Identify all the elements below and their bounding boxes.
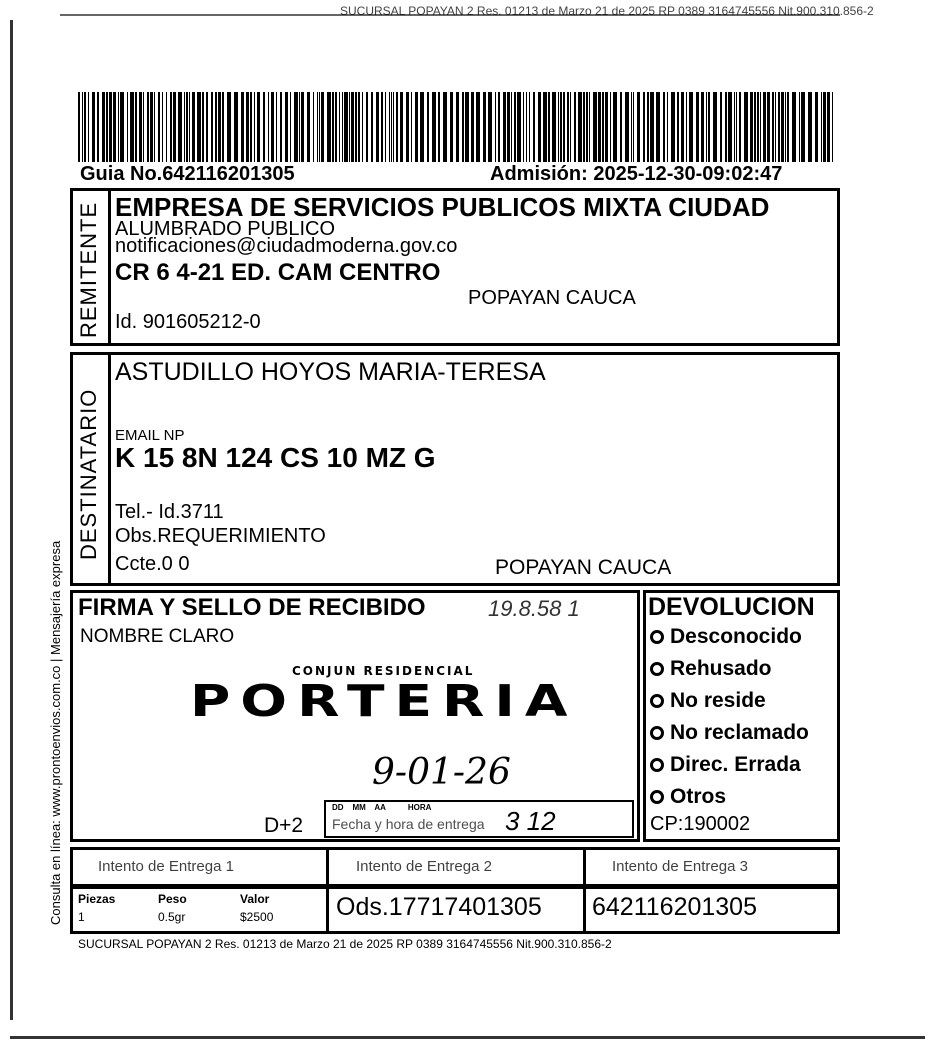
page-bottom-edge bbox=[10, 1036, 925, 1039]
barcode-bar bbox=[701, 92, 704, 162]
barcode-bar bbox=[393, 92, 394, 162]
valor-label: Valor bbox=[240, 892, 270, 906]
remitente-label: REMITENTE bbox=[76, 201, 101, 338]
radio-circle-icon bbox=[650, 758, 664, 772]
barcode-bar bbox=[150, 92, 153, 162]
barcode-bar bbox=[339, 92, 340, 162]
barcode-bar bbox=[620, 92, 622, 162]
barcode-bar bbox=[92, 92, 95, 162]
barcode-bar bbox=[523, 92, 524, 162]
barcode-bar bbox=[827, 92, 830, 162]
barcode-bar bbox=[147, 92, 149, 162]
barcode-bar bbox=[355, 92, 357, 162]
barcode-bar bbox=[750, 92, 753, 162]
barcode-bar bbox=[763, 92, 766, 162]
barcode-bar bbox=[371, 92, 373, 162]
barcode bbox=[78, 92, 833, 162]
barcode-bar bbox=[366, 92, 368, 162]
intento-2: Intento de Entrega 2 bbox=[356, 858, 492, 875]
destinatario-city: POPAYAN CAUCA bbox=[495, 556, 672, 579]
barcode-bar bbox=[514, 92, 516, 162]
barcode-bar bbox=[462, 92, 464, 162]
barcode-bar bbox=[495, 92, 496, 162]
devolucion-option-otros[interactable] bbox=[650, 785, 726, 809]
barcode-bar bbox=[88, 92, 89, 162]
top-strip-text: SUCURSAL POPAYAN 2 Res. 01213 de Marzo 21 de 2025 RP 0389 3164745556 Nit.900.310.856-2 bbox=[340, 4, 874, 18]
radio-circle-icon bbox=[650, 662, 664, 676]
barcode-bar bbox=[166, 92, 167, 162]
barcode-bar bbox=[299, 92, 300, 162]
barcode-bar bbox=[290, 92, 291, 162]
barcode-bar bbox=[823, 92, 826, 162]
barcode-bar bbox=[301, 92, 304, 162]
valor-value: $2500 bbox=[240, 910, 274, 924]
devolucion-option-label: No reside bbox=[670, 689, 766, 712]
barcode-bar bbox=[681, 92, 684, 162]
barcode-bar bbox=[637, 92, 640, 162]
barcode-bar bbox=[400, 92, 403, 162]
barcode-bar bbox=[667, 92, 668, 162]
radio-circle-icon bbox=[650, 694, 664, 708]
barcode-bar bbox=[197, 92, 201, 162]
barcode-bar bbox=[113, 92, 116, 162]
barcode-bar bbox=[815, 92, 818, 162]
barcode-bar bbox=[507, 92, 510, 162]
barcode-bar bbox=[222, 92, 224, 162]
destinatario-divider bbox=[108, 355, 111, 583]
devolucion-option-no-reside[interactable] bbox=[650, 689, 766, 713]
barcode-bar bbox=[778, 92, 780, 162]
destinatario-obs: Obs.REQUERIMIENTO bbox=[115, 525, 326, 547]
stamp-porteria: PORTERIA bbox=[190, 676, 578, 727]
remitente-address: CR 6 4-21 ED. CAM CENTRO bbox=[115, 259, 441, 286]
footer-divider bbox=[583, 889, 586, 931]
barcode-bar bbox=[143, 92, 144, 162]
barcode-bar bbox=[598, 92, 601, 162]
destinatario-tel: Tel.- Id.3711 bbox=[115, 501, 224, 523]
page-left-edge bbox=[10, 20, 13, 1020]
barcode-bar bbox=[548, 92, 550, 162]
barcode-bar bbox=[696, 92, 699, 162]
barcode-bar bbox=[677, 92, 679, 162]
barcode-bar bbox=[529, 92, 530, 162]
barcode-bar bbox=[625, 92, 629, 162]
barcode-bar bbox=[744, 92, 748, 162]
peso-label: Peso bbox=[158, 892, 187, 906]
barcode-bar bbox=[775, 92, 776, 162]
barcode-bar bbox=[391, 92, 392, 162]
barcode-bar bbox=[358, 92, 360, 162]
barcode-bar bbox=[271, 92, 274, 162]
barcode-bar bbox=[781, 92, 784, 162]
barcode-bar bbox=[120, 92, 124, 162]
barcode-bar bbox=[792, 92, 796, 162]
remitente-city: POPAYAN CAUCA bbox=[468, 287, 636, 309]
barcode-bar bbox=[317, 92, 318, 162]
barcode-bar bbox=[583, 92, 585, 162]
handwritten-time: 3 12 bbox=[505, 806, 556, 836]
barcode-bar bbox=[610, 92, 611, 162]
barcode-bar bbox=[476, 92, 480, 162]
barcode-bar bbox=[406, 92, 409, 162]
barcode-bar bbox=[415, 92, 418, 162]
barcode-bar bbox=[106, 92, 108, 162]
barcode-bar bbox=[799, 92, 800, 162]
devolucion-option-no-reclamado[interactable] bbox=[650, 721, 809, 745]
barcode-bar bbox=[294, 92, 298, 162]
barcode-bar bbox=[456, 92, 459, 162]
barcode-bar bbox=[135, 92, 137, 162]
barcode-bar bbox=[671, 92, 675, 162]
barcode-bar bbox=[772, 92, 774, 162]
devolucion-option-label: Direc. Errada bbox=[670, 753, 801, 776]
barcode-bar bbox=[349, 92, 350, 162]
barcode-bar bbox=[118, 92, 119, 162]
barcode-bar bbox=[184, 92, 185, 162]
barcode-bar bbox=[686, 92, 687, 162]
remitente-id: Id. 901605212-0 bbox=[115, 311, 261, 333]
handwritten-date: 9-01-26 bbox=[372, 752, 511, 793]
barcode-bar bbox=[189, 92, 190, 162]
barcode-bar bbox=[498, 92, 500, 162]
d-plus-2: D+2 bbox=[264, 814, 304, 837]
intentos-divider bbox=[326, 850, 329, 884]
barcode-bar bbox=[543, 92, 547, 162]
barcode-bar bbox=[130, 92, 134, 162]
devolucion-option-label: Otros bbox=[670, 785, 727, 808]
guia-number-footer: 642116201305 bbox=[592, 893, 757, 921]
barcode-bar bbox=[432, 92, 436, 162]
barcode-bar bbox=[250, 92, 252, 162]
devolucion-option-rehusado[interactable] bbox=[650, 657, 772, 681]
barcode-bar bbox=[517, 92, 521, 162]
barcode-bar bbox=[552, 92, 556, 162]
barcode-bar bbox=[613, 92, 617, 162]
barcode-bar bbox=[257, 92, 260, 162]
barcode-bar bbox=[656, 92, 660, 162]
barcode-bar bbox=[332, 92, 334, 162]
side-website-text: Consulta en línea: www.prontoenvios.com.co | Mensajería expresa bbox=[48, 540, 63, 925]
radio-circle-icon bbox=[650, 726, 664, 740]
barcode-bar bbox=[602, 92, 604, 162]
barcode-bar bbox=[563, 92, 565, 162]
date-caption: Fecha y hora de entrega bbox=[332, 816, 485, 832]
barcode-bar bbox=[268, 92, 269, 162]
barcode-bar bbox=[483, 92, 486, 162]
barcode-bar bbox=[381, 92, 383, 162]
barcode-bar bbox=[488, 92, 492, 162]
barcode-bar bbox=[754, 92, 756, 162]
barcode-bar bbox=[720, 92, 722, 162]
barcode-bar bbox=[631, 92, 632, 162]
barcode-bar bbox=[734, 92, 735, 162]
barcode-bar bbox=[411, 92, 412, 162]
barcode-bar bbox=[162, 92, 163, 162]
remitente-department: ALUMBRADO PUBLICO bbox=[115, 218, 336, 240]
barcode-bar bbox=[285, 92, 288, 162]
barcode-bar bbox=[215, 92, 217, 162]
barcode-bar bbox=[307, 92, 310, 162]
barcode-bar bbox=[82, 92, 83, 162]
barcode-bar bbox=[158, 92, 160, 162]
barcode-bar bbox=[321, 92, 324, 162]
barcode-bar bbox=[633, 92, 634, 162]
footer-bottom-line: SUCURSAL POPAYAN 2 Res. 01213 de Marzo 21 de 2025 RP 0389 3164745556 Nit.900.310.856-2 bbox=[78, 937, 612, 951]
barcode-bar bbox=[154, 92, 155, 162]
destinatario-email: EMAIL NP bbox=[115, 427, 185, 444]
piezas-value: 1 bbox=[78, 910, 85, 924]
barcode-bar bbox=[757, 92, 759, 162]
barcode-bar bbox=[728, 92, 732, 162]
barcode-bar bbox=[832, 92, 833, 162]
barcode-bar bbox=[97, 92, 99, 162]
barcode-bar bbox=[443, 92, 447, 162]
barcode-bar bbox=[663, 92, 665, 162]
barcode-bar bbox=[78, 92, 80, 162]
barcode-bar bbox=[170, 92, 172, 162]
nombre-claro-label: NOMBRE CLARO bbox=[80, 626, 235, 647]
barcode-bar bbox=[533, 92, 535, 162]
barcode-bar bbox=[471, 92, 474, 162]
barcode-bar bbox=[344, 92, 348, 162]
barcode-bar bbox=[713, 92, 717, 162]
barcode-bar bbox=[102, 92, 105, 162]
barcode-bar bbox=[263, 92, 265, 162]
firma-title: FIRMA Y SELLO DE RECIBIDO bbox=[78, 594, 426, 621]
barcode-bar bbox=[211, 92, 213, 162]
guia-number: Guia No.642116201305 bbox=[80, 163, 295, 185]
barcode-bar bbox=[465, 92, 469, 162]
barcode-bar bbox=[319, 92, 320, 162]
barcode-bar bbox=[450, 92, 453, 162]
barcode-bar bbox=[376, 92, 379, 162]
barcode-bar bbox=[605, 92, 608, 162]
barcode-bar bbox=[503, 92, 506, 162]
barcode-bar bbox=[192, 92, 195, 162]
barcode-bar bbox=[327, 92, 331, 162]
barcode-bar bbox=[785, 92, 786, 162]
barcode-bar bbox=[767, 92, 770, 162]
barcode-bar bbox=[396, 92, 398, 162]
barcode-bar bbox=[276, 92, 277, 162]
barcode-bar bbox=[227, 92, 231, 162]
barcode-bar bbox=[574, 92, 576, 162]
barcode-bar bbox=[420, 92, 424, 162]
barcode-bar bbox=[570, 92, 571, 162]
intento-1: Intento de Entrega 1 bbox=[98, 858, 234, 875]
barcode-bar bbox=[178, 92, 182, 162]
barcode-bar bbox=[578, 92, 582, 162]
barcode-bar bbox=[254, 92, 255, 162]
barcode-bar bbox=[821, 92, 822, 162]
barcode-bar bbox=[689, 92, 693, 162]
firma-handwritten-number: 19.8.58 1 bbox=[488, 596, 580, 621]
barcode-bar bbox=[127, 92, 128, 162]
destinatario-name: ASTUDILLO HOYOS MARIA-TERESA bbox=[115, 358, 546, 386]
barcode-bar bbox=[586, 92, 588, 162]
barcode-bar bbox=[427, 92, 429, 162]
barcode-bar bbox=[438, 92, 440, 162]
barcode-bar bbox=[538, 92, 541, 162]
barcode-bar bbox=[643, 92, 645, 162]
barcode-bar bbox=[234, 92, 238, 162]
barcode-bar bbox=[351, 92, 354, 162]
destinatario-ccte: Ccte.0 0 bbox=[115, 553, 190, 575]
barcode-bar bbox=[567, 92, 569, 162]
barcode-bar bbox=[647, 92, 649, 162]
devolucion-option-label: No reclamado bbox=[670, 721, 809, 744]
devolucion-option-label: Desconocido bbox=[670, 625, 802, 648]
barcode-bar bbox=[736, 92, 737, 162]
barcode-bar bbox=[787, 92, 789, 162]
barcode-bar bbox=[708, 92, 710, 162]
devolucion-option-label: Rehusado bbox=[670, 657, 772, 680]
barcode-bar bbox=[589, 92, 590, 162]
radio-circle-icon bbox=[650, 630, 664, 644]
barcode-bar bbox=[313, 92, 314, 162]
peso-value: 0.5gr bbox=[158, 910, 186, 924]
barcode-bar bbox=[385, 92, 386, 162]
barcode-bar bbox=[362, 92, 363, 162]
date-fields-label: DD MM AA HORA bbox=[332, 803, 432, 812]
barcode-bar bbox=[280, 92, 282, 162]
barcode-bar bbox=[109, 92, 112, 162]
barcode-bar bbox=[706, 92, 707, 162]
barcode-bar bbox=[558, 92, 559, 162]
ods-number: Ods.17717401305 bbox=[336, 893, 542, 921]
barcode-bar bbox=[526, 92, 527, 162]
barcode-bar bbox=[511, 92, 512, 162]
devolucion-title: DEVOLUCION bbox=[648, 593, 815, 621]
footer-divider bbox=[326, 889, 329, 931]
barcode-bar bbox=[335, 92, 337, 162]
barcode-bar bbox=[202, 92, 204, 162]
barcode-bar bbox=[593, 92, 597, 162]
stamp-small-text: CONJUN RESIDENCIAL bbox=[292, 664, 475, 678]
barcode-bar bbox=[206, 92, 208, 162]
barcode-bar bbox=[725, 92, 727, 162]
devolucion-option-desconocido[interactable] bbox=[650, 625, 802, 649]
piezas-label: Piezas bbox=[78, 892, 116, 906]
admision-timestamp: Admisión: 2025-12-30-09:02:47 bbox=[490, 163, 783, 185]
barcode-bar bbox=[342, 92, 343, 162]
barcode-bar bbox=[739, 92, 741, 162]
intento-3: Intento de Entrega 3 bbox=[612, 858, 748, 875]
destinatario-address: K 15 8N 124 CS 10 MZ G bbox=[115, 442, 436, 473]
barcode-bar bbox=[173, 92, 176, 162]
radio-circle-icon bbox=[650, 790, 664, 804]
intentos-divider bbox=[583, 850, 586, 884]
destinatario-label: DESTINATARIO bbox=[76, 388, 101, 560]
barcode-bar bbox=[246, 92, 249, 162]
barcode-bar bbox=[650, 92, 654, 162]
devolucion-cp: CP:190002 bbox=[650, 813, 751, 835]
barcode-bar bbox=[760, 92, 761, 162]
barcode-bar bbox=[139, 92, 142, 162]
barcode-bar bbox=[186, 92, 188, 162]
remitente-email: notificaciones@ciudadmoderna.gov.co bbox=[115, 235, 458, 257]
barcode-bar bbox=[801, 92, 805, 162]
barcode-bar bbox=[241, 92, 244, 162]
barcode-bar bbox=[84, 92, 86, 162]
barcode-bar bbox=[389, 92, 390, 162]
barcode-bar bbox=[560, 92, 562, 162]
barcode-bar bbox=[808, 92, 812, 162]
remitente-divider bbox=[108, 191, 111, 343]
remitente-company: EMPRESA DE SERVICIOS PUBLICOS MIXTA CIUDAD bbox=[115, 192, 770, 222]
devolucion-option-direc-errada[interactable] bbox=[650, 753, 801, 777]
barcode-bar bbox=[218, 92, 221, 162]
